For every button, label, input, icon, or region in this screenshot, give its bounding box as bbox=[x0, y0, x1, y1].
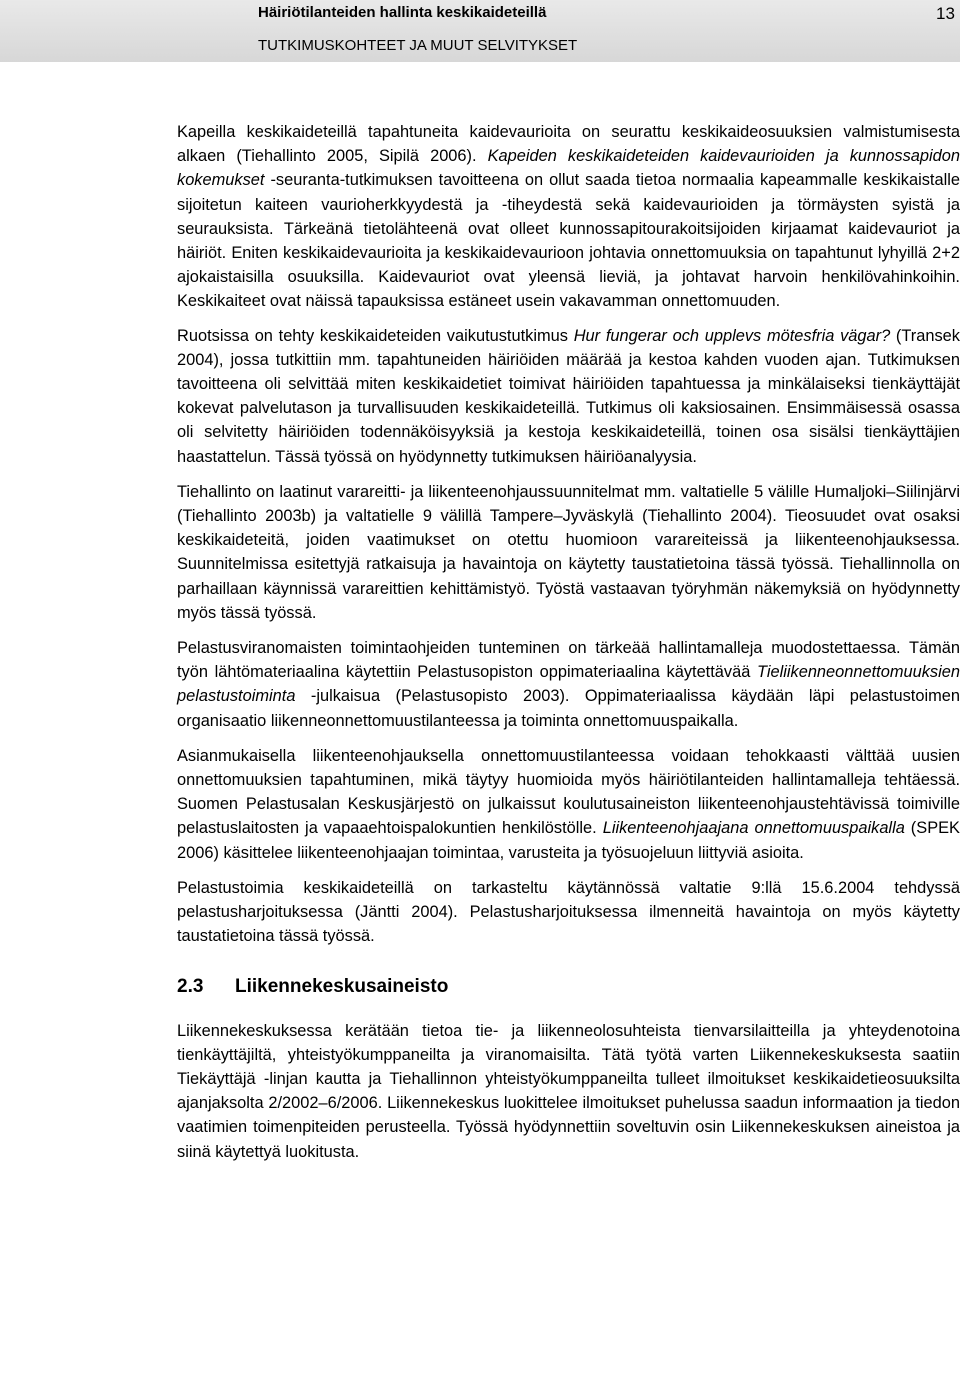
paragraph-4-text-c: -julkaisua (Pelastusopisto 2003). Oppimateriaalissa käydään läpi pelastustoimen organisaatio liikenneonnettomuustilanteessa ja toiminta onnettomuuspaikalla. bbox=[177, 687, 960, 730]
running-title: Häiriötilanteiden hallinta keskikaideteillä bbox=[258, 4, 547, 21]
paragraph-3: Tiehallinto on laatinut varareitti- ja liikenteenohjaussuunnitelmat mm. valtatielle 5 välille Humaljoki–Siilinjärvi (Tiehallinto 2003b) ja valtatielle 9 välillä Tampere–Jyväskylä (Tiehallinto 2004). Tieosuudet ovat osaksi keskikaideteitä, joiden vaatimukset on otettu huomioon varareiteissä ja liikenteenohjauksessa. Suunnitelmissa esitettyjä ratkaisuja ja havaintoja on käytetty taustatietoina tässä työssä. Tiehallinnolla on parhaillaan käynnissä varareittien kehittämistyö. Työstä vastaavan työryhmän näkemyksiä on hyödynnetty myös tässä työssä. bbox=[177, 482, 960, 622]
section-title: Liikennekeskusaineisto bbox=[235, 975, 449, 997]
paragraph-2-text-c: (Transek 2004), jossa tutkittiin mm. tapahtuneiden häiriöiden määrää ja kestoa kahden vuoden ajan. Tutkimuksen tavoitteena oli selvittää miten keskikaidetiet toimivat häiriöiden tapahtuessa ja minkälaiseksi tienkäyttäjät kokevat palvelutason ja turvallisuuden keskikaideteillä. Tutkimus oli kaksiosainen. Ensimmäisessä osassa oli selvitetty häiriöiden todennäköisyyksiä ja kestoja keskikaideteillä, toinen osa sisälsi tienkäyttäjien haastattelun. Tässä työssä on hyödynnetty tutkimuksen häiriöanalyysia. bbox=[177, 326, 960, 466]
paragraph-4 bbox=[177, 636, 960, 733]
paragraph-5 bbox=[177, 744, 960, 865]
paragraph-2-italic-title: Hur fungerar och upplevs mötesfria vägar? bbox=[573, 326, 891, 345]
paragraph-1-text-c: -seuranta-tutkimuksen tavoitteena on ollut saada tietoa normaalia kapeammalle keskikaistalle sijoitetun kaiteen vaurioherkkyydestä ja -tiheydestä sekä kaidevaurioiden ja törmäysten syistä ja seurauksista. Tärkeänä tietolähteenä ovat olleet kunnossapitourakoitsijoiden kirjaamat kaidevauriot ja häiriöt. Eniten keskikaidevaurioita ja keskikaidevaurioon johtavia onnettomuuksia on tapahtunut lyhyillä 2+2 ajokaistaisilla osuuksilla. Kaidevauriot ovat yleensä lieviä, ja johtavat harvoin henkilövahinkoihin. Keskikaiteet ovat näissä tapauksissa estäneet usein vakavamman onnettomuuden. bbox=[177, 171, 960, 311]
paragraph-4-italic-title: Tieliikenneonnettomuuksien pelastustoiminta bbox=[177, 663, 960, 706]
paragraph-5-text-a: Asianmukaisella liikenteenohjauksella onnettomuustilanteessa voidaan tehokkaasti välttää uusien onnettomuuksien tapahtuminen, mikä täytyy huomioida myös häiriötilanteiden hallintamalleja tehtäessä. Suomen Pelastusalan Keskusjärjestö on julkaissut koulutusaineiston liikenteenohjaustehtävissä toimiville pelastuslaitosten ja vapaaehtoispalokuntien henkilöstölle. bbox=[177, 746, 960, 838]
page-number: 13 bbox=[936, 4, 955, 23]
paragraph-7: Liikennekeskuksessa kerätään tietoa tie- ja liikenneolosuhteista tienvarsilaitteilla ja yhteydenotoina tienkäyttäjiltä, yhteistyökumppaneilta ja viranomaisilta. Tätä työtä varten Liikennekeskuksesta saatiin Tiekäyttäjä -linjan kautta ja Tiehallinnon yhteistyökumppaneilta tulleet ilmoitukset keskikaidetieosuuksilta ajanjaksolta 2/2002–6/2006. Liikennekeskus luokittelee ilmoitukset puhelussa saadun informaation ja tiedon vaatimien toimenpiteiden perusteella. Työssä hyödynnettiin soveltuvin osin Liikennekeskuksen aineistoa ja siinä käytettyä luokitusta. bbox=[177, 1021, 960, 1161]
paragraph-2-text-a: Ruotsissa on tehty keskikaideteiden vaikutustutkimus bbox=[177, 326, 574, 345]
paragraph-2 bbox=[177, 324, 960, 469]
paragraph-5-italic-title: Liikenteenohjaajana onnettomuuspaikalla bbox=[602, 819, 905, 838]
paragraph-1-text-a: Kapeilla keskikaideteillä tapahtuneita kaidevaurioita on seurattu keskikaideosuuksien valmistumisesta alkaen (Tiehallinto 2005, Sipilä 2006). bbox=[177, 123, 960, 166]
document-body bbox=[177, 120, 960, 1164]
paragraph-1-italic-title: Kapeiden keskikaideteiden kaidevaurioiden ja kunnossapidon kokemukset bbox=[177, 147, 960, 190]
section-heading bbox=[177, 974, 960, 1000]
paragraph-5-text-c: (SPEK 2006) käsittelee liikenteenohjaajan toimintaa, varusteita ja työsuojeluun liittyviä asioita. bbox=[177, 819, 960, 862]
page-header bbox=[0, 0, 960, 62]
paragraph-6: Pelastustoimia keskikaideteillä on tarkasteltu käytännössä valtatie 9:llä 15.6.2004 tehdyssä pelastusharjoituksessa (Jäntti 2004). Pelastusharjoituksessa ilmenneitä havaintoja on myös käytetty taustatietoina tässä työssä. bbox=[177, 878, 960, 946]
running-subtitle: TUTKIMUSKOHTEET JA MUUT SELVITYKSET bbox=[258, 37, 578, 54]
paragraph-1 bbox=[177, 120, 960, 314]
paragraph-4-text-a: Pelastusviranomaisten toimintaohjeiden tunteminen on tärkeää hallintamalleja muodostettaessa. Tämän työn lähtömateriaalina käytettiin Pelastusopiston oppimateriaalina käytettävää bbox=[177, 639, 960, 682]
section-number: 2.3 bbox=[177, 975, 204, 997]
